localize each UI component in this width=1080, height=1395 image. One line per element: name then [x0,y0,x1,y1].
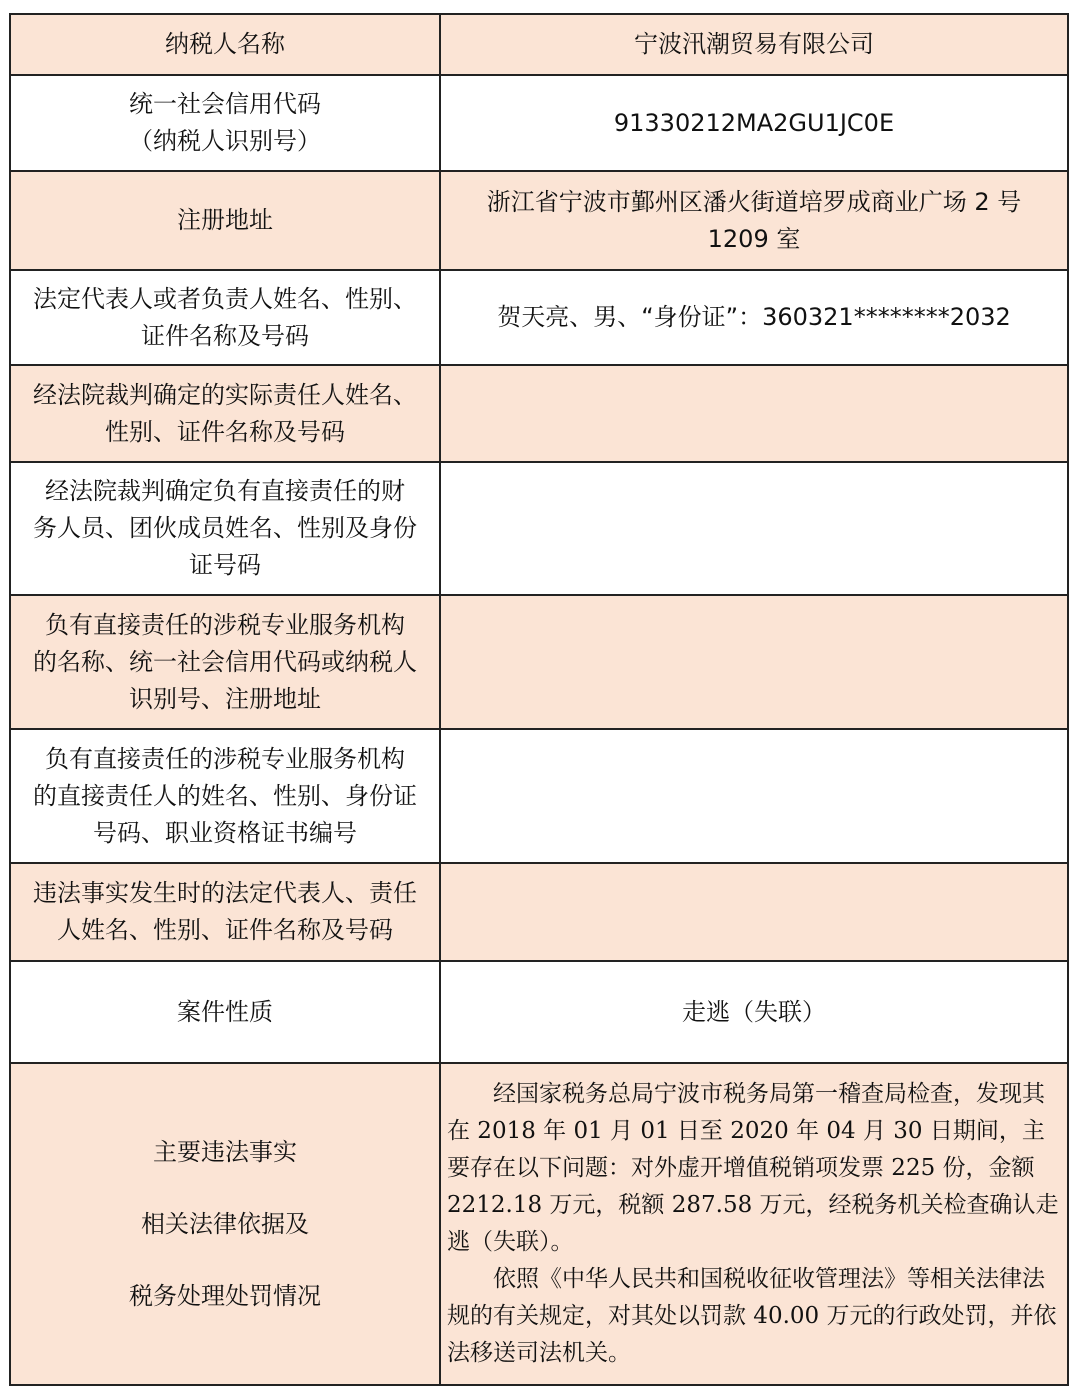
label-credit-code: 统一社会信用代码 （纳税人识别号） [10,75,440,171]
row-rep-at-time [10,863,1068,961]
row-address [10,171,1068,270]
label-facts [10,1063,440,1385]
value-credit-code: 91330212MA2GU1JC0E [440,75,1068,171]
label-address: 注册地址 [10,171,440,270]
facts-content [440,1063,1068,1385]
value-actual-responsible [440,365,1068,462]
row-credit-code [10,75,1068,171]
value-finance-staff [440,462,1068,595]
label-agency: 负有直接责任的涉税专业服务机构 的名称、统一社会信用代码或纳税人 识别号、注册地址 [10,595,440,729]
row-case-nature [10,961,1068,1063]
facts-paragraph-1: 经国家税务总局宁波市税务局第一稽查局检查，发现其在 2018 年 01 月 01 日至 2020 年 04 月 30 日期间，主要存在以下问题：对外虚开增值税销项发票 225 份，金额 2212.18 万元，税额 287.58 万元，经税务机关检查确认走逃（失联）。 [447,1081,1059,1255]
row-finance-staff [10,462,1068,595]
row-legal-rep [10,270,1068,365]
row-actual-responsible [10,365,1068,462]
taxpayer-info-table [9,13,1069,1386]
value-agency [440,595,1068,729]
label-rep-at-time: 违法事实发生时的法定代表人、责任 人姓名、性别、证件名称及号码 [10,863,440,961]
row-facts [10,1063,1068,1385]
row-agency-person [10,729,1068,863]
label-finance-staff: 经法院裁判确定负有直接责任的财 务人员、团伙成员姓名、性别及身份 证号码 [10,462,440,595]
value-taxpayer-name: 宁波汛潮贸易有限公司 [440,14,1068,75]
value-rep-at-time [440,863,1068,961]
facts-label-3: 税务处理处罚情况 [129,1281,321,1310]
facts-label-1: 主要违法事实 [153,1137,297,1166]
label-taxpayer-name: 纳税人名称 [10,14,440,75]
row-agency [10,595,1068,729]
label-case-nature: 案件性质 [10,961,440,1063]
value-legal-rep: 贺天亮、男、“身份证”：360321********2032 [440,270,1068,365]
value-agency-person [440,729,1068,863]
value-case-nature: 走逃（失联） [440,961,1068,1063]
label-actual-responsible: 经法院裁判确定的实际责任人姓名、 性别、证件名称及号码 [10,365,440,462]
facts-paragraph-2: 依照《中华人民共和国税收征收管理法》等相关法律法规的有关规定，对其处以罚款 40.00 万元的行政处罚，并依法移送司法机关。 [447,1266,1057,1366]
label-agency-person: 负有直接责任的涉税专业服务机构 的直接责任人的姓名、性别、身份证 号码、职业资格证书编号 [10,729,440,863]
facts-label-2: 相关法律依据及 [141,1209,309,1238]
label-legal-rep: 法定代表人或者负责人姓名、性别、 证件名称及号码 [10,270,440,365]
row-taxpayer-name [10,14,1068,75]
value-address: 浙江省宁波市鄞州区潘火街道培罗成商业广场 2 号 1209 室 [440,171,1068,270]
